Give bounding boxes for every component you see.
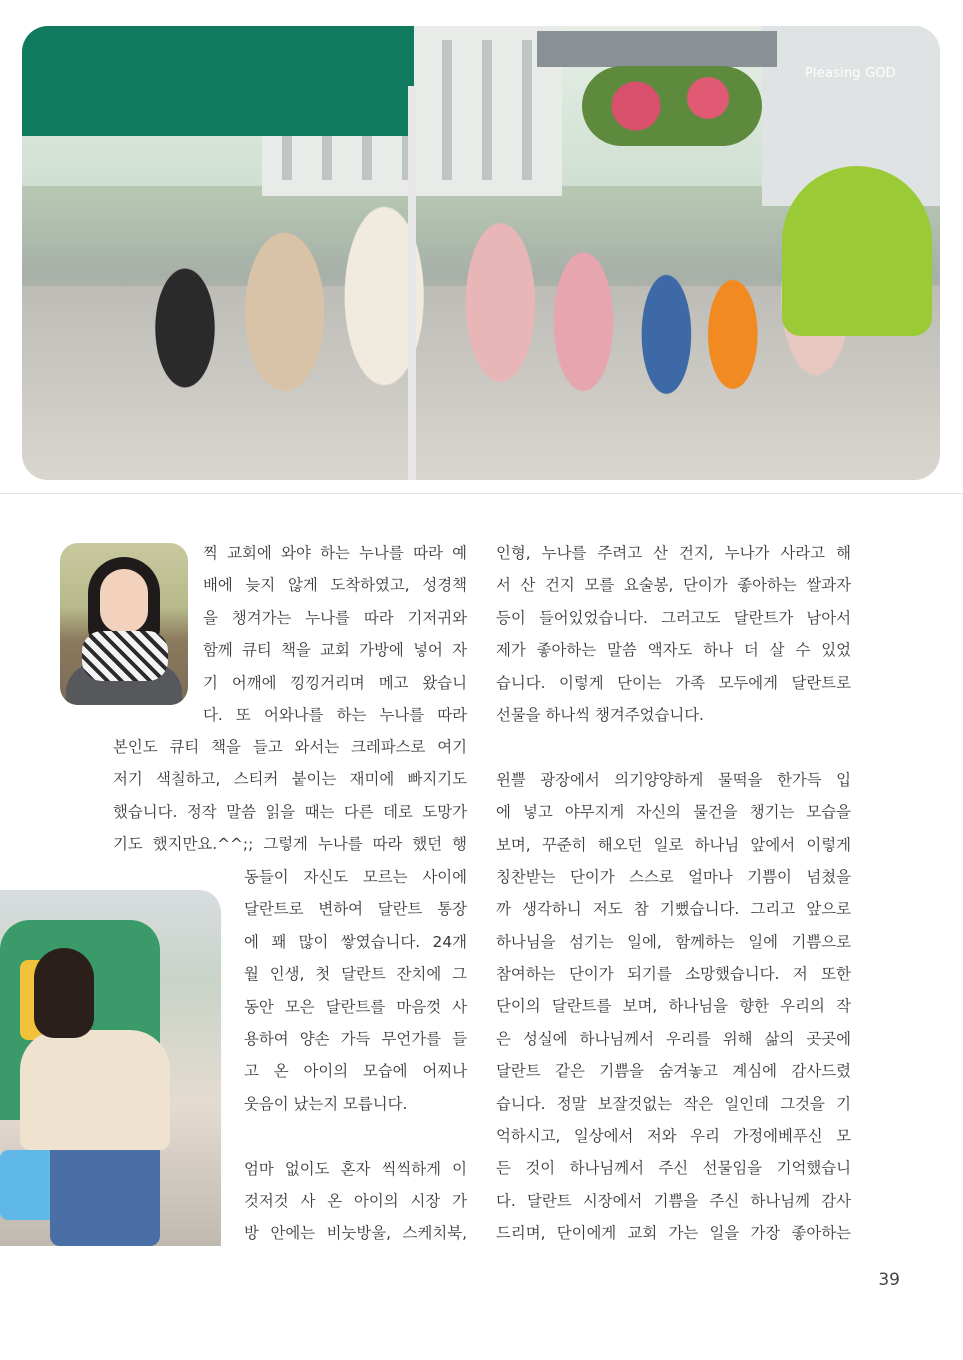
article-text-left-top <box>203 537 467 731</box>
article-text-left-bottom <box>244 861 467 1250</box>
text-line: 동안 모은 달란트를 마음껏 사 <box>244 997 467 1016</box>
text-line: 다. 달란트 시장에서 기쁨을 주신 하나님께 감사 <box>496 1191 851 1210</box>
text-line: 인형, 누나를 주려고 산 건지, 누나가 사라고 해 <box>496 544 851 562</box>
text-line: 함께 큐티 책을 교회 가방에 넣어 자 <box>203 641 467 660</box>
text-line: 서 산 건지 모를 요술봉, 단이가 좋아하는 쌀과자 <box>496 576 851 595</box>
paragraph-gap <box>244 1120 467 1152</box>
paragraph-gap <box>496 731 851 763</box>
text-line: 제가 좋아하는 말씀 액자도 하나 더 살 수 있었 <box>496 641 851 660</box>
text-line: 다. 또 어와나를 하는 누나를 따라 <box>203 705 467 724</box>
text-line: 고 온 아이의 모습에 어찌나 <box>244 1062 467 1081</box>
author-portrait-photo <box>60 543 188 705</box>
text-line: 습니다. 정말 보잘것없는 작은 일인데 그것을 기 <box>496 1094 851 1113</box>
text-line: 하나님을 섬기는 일에, 함께하는 일에 기쁨으로 <box>496 932 851 951</box>
text-line: 단이의 달란트를 보며, 하나님을 향한 우리의 작 <box>496 997 851 1016</box>
text-line: 엄마 없이도 혼자 씩씩하게 이 <box>244 1159 467 1178</box>
text-line: 저기 색칠하고, 스티커 붙이는 재미에 빠지기도 <box>113 770 467 789</box>
text-line: 기 어깨에 낑낑거리며 메고 왔습니 <box>203 673 467 692</box>
text-line: 했습니다. 정작 말씀 읽을 때는 다른 데로 도망가 <box>113 802 467 821</box>
text-line: 기도 했지만요.^^;; 그렇게 누나를 따라 했던 행 <box>113 835 467 854</box>
text-line: 달란트로 변하여 달란트 통장 <box>244 900 467 919</box>
section-caption: Pleasing GOD <box>804 66 896 81</box>
text-line: 찍 교회에 와야 하는 누나를 따라 예 <box>203 544 467 562</box>
text-line: 달란트 같은 기쁨을 숨겨놓고 계심에 감사드렸 <box>496 1062 851 1081</box>
text-line: 칭찬받는 단이가 스스로 얼마나 기쁨이 넘쳤을 <box>496 867 851 886</box>
text-line: 을 챙겨가는 누나를 따라 기저귀와 <box>203 608 467 627</box>
text-line: 든 것이 하나님께서 주신 선물임을 기억했습니 <box>496 1159 851 1178</box>
divider <box>0 493 963 494</box>
text-line: 것저것 사 온 아이의 시장 가 <box>244 1191 467 1210</box>
text-line: 본인도 큐티 책을 들고 와서는 크레파스로 여기 <box>113 738 467 756</box>
text-line: 에 꽤 많이 쌓였습니다. 24개 <box>244 932 467 951</box>
article-text-right <box>496 537 851 1250</box>
text-line: 방 안에는 비눗방울, 스케치북, <box>244 1224 467 1243</box>
market-photo <box>0 890 221 1246</box>
text-line: 등이 들어있었습니다. 그러고도 달란트가 남아서 <box>496 608 851 627</box>
text-line: 동들이 자신도 모르는 사이에 <box>244 868 467 886</box>
text-line: 드리며, 단이에게 교회 가는 일을 가장 좋아하는 <box>496 1224 851 1243</box>
text-line: 웃음이 났는지 모릅니다. <box>244 1094 408 1113</box>
text-line: 용하여 양손 가득 무언가를 들 <box>244 1029 467 1048</box>
article-text-left-mid <box>113 731 467 861</box>
text-line: 억하시고, 일상에서 저와 우리 가정에베푸신 모 <box>496 1127 851 1146</box>
text-line: 선물을 하나씩 챙겨주었습니다. <box>496 705 704 724</box>
text-line: 까 생각하니 저도 참 기뻤습니다. 그리고 앞으로 <box>496 900 851 919</box>
page-number: 39 <box>878 1270 900 1290</box>
hero-photo <box>22 26 940 480</box>
text-line: 배에 늦지 않게 도착하였고, 성경책 <box>203 576 467 595</box>
text-line: 에 넣고 야무지게 자신의 물건을 챙기는 모습을 <box>496 803 851 822</box>
text-line: 습니다. 이렇게 단이는 가족 모두에게 달란트로 <box>496 673 851 692</box>
text-line: 보며, 꾸준히 해오던 일로 하나님 앞에서 이렇게 <box>496 835 851 854</box>
text-line: 윈쁠 광장에서 의기양양하게 물떡을 한가득 입 <box>496 770 851 789</box>
text-line: 월 인생, 첫 달란트 잔치에 그 <box>244 965 467 984</box>
text-line: 참여하는 단이가 되기를 소망했습니다. 저 또한 <box>496 965 851 984</box>
text-line: 은 성실에 하나님께서 우리를 위해 삶의 곳곳에 <box>496 1029 851 1048</box>
